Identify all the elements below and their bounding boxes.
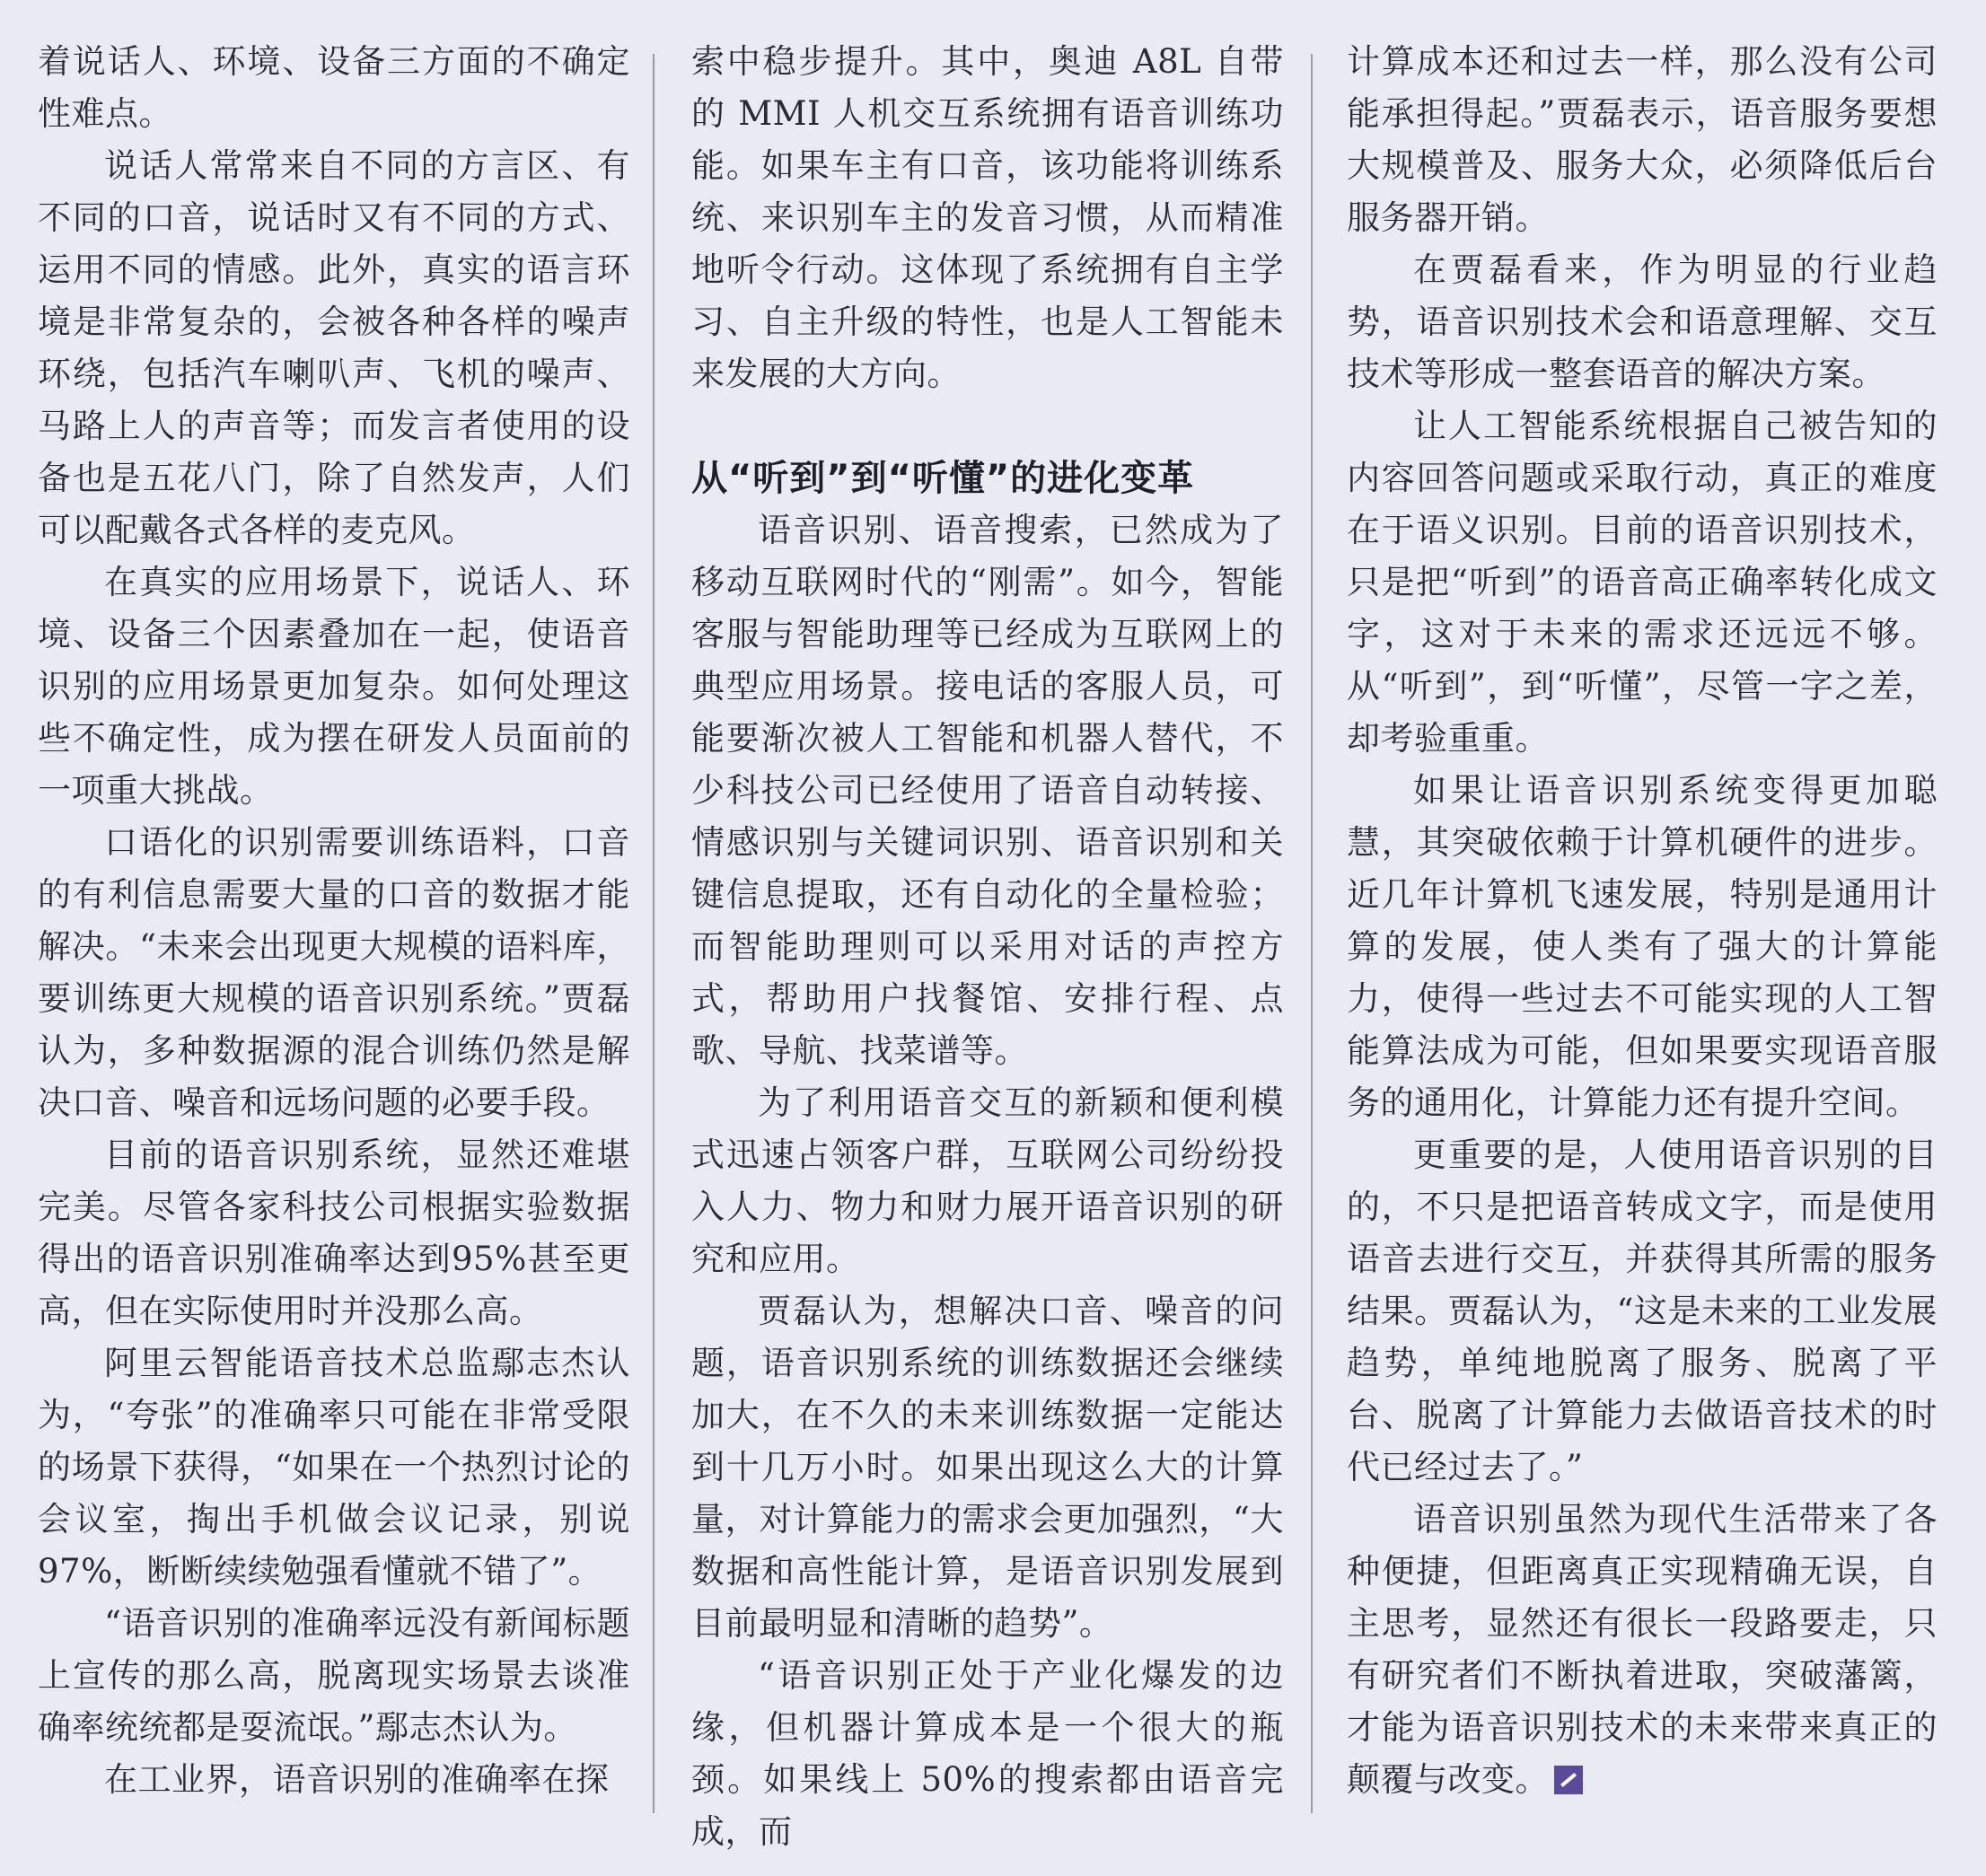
- paragraph: 索中稳步提升。其中，奥迪 A8L 自带的 MMI 人机交互系统拥有语音训练功能。如果车主有口音，该功能将训练系统、来识别车主的发音习惯，从而精准地听令行动。这体现了系统拥有自主学习、自主升级的特性，也是人工智能未来发展的大方向。: [691, 42, 1284, 393]
- paragraph: “语音识别正处于产业化爆发的边缘，但机器计算成本是一个很大的瓶颈。如果线上 50%的搜索都由语音完成，而: [691, 1656, 1284, 1851]
- article-end-icon: [1554, 1766, 1583, 1794]
- paragraph: 更重要的是，人使用语音识别的目的，不只是把语音转成文字，而是使用语音去进行交互，并获得其所需的服务结果。贾磊认为，“这是未来的工业发展趋势，单纯地脱离了服务、脱离了平台、脱离了计算能力去做语音技术的时代已经过去了。”: [1347, 1135, 1938, 1486]
- paragraph: 阿里云智能语音技术总监鄢志杰认为，“夸张”的准确率只可能在非常受限的场景下获得，“如果在一个热烈讨论的会议室，掏出手机做会议记录，别说97%，断断续续勉强看懂就不错了”。: [38, 1344, 630, 1591]
- paragraph: 贾磊认为，想解决口音、噪音的问题，语音识别系统的训练数据还会继续加大，在不久的未来训练数据一定能达到十几万小时。如果出现这么大的计算量，对计算能力的需求会更加强烈，“大数据和高性能计算，是语音识别发展到目前最明显和清晰的趋势”。: [691, 1292, 1284, 1643]
- paragraph: 语音识别、语音搜索，已然成为了移动互联网时代的“刚需”。如今，智能客服与智能助理等已经成为互联网上的典型应用场景。接电话的客服人员，可能要渐次被人工智能和机器人替代，不少科技公司已经使用了语音自动转接、情感识别与关键词识别、语音识别和关键信息提取，还有自动化的全量检验；而智能助理则可以采用对话的声控方式，帮助用户找餐馆、安排行程、点歌、导航、找菜谱等。: [691, 511, 1284, 1070]
- paragraph: 说话人常常来自不同的方言区、有不同的口音，说话时又有不同的方式、运用不同的情感。此外，真实的语言环境是非常复杂的，会被各种各样的噪声环绕，包括汽车喇叭声、飞机的噪声、马路上人的声音等；而发言者使用的设备也是五花八门，除了自然发声，人们可以配戴各式各样的麦克风。: [38, 146, 630, 549]
- paragraph: 如果让语音识别系统变得更加聪慧，其突破依赖于计算机硬件的进步。近几年计算机飞速发展，特别是通用计算的发展，使人类有了强大的计算能力，使得一些过去不可能实现的人工智能算法成为可能，但如果要实现语音服务的通用化，计算能力还有提升空间。: [1347, 771, 1938, 1122]
- column-2: [691, 36, 1284, 1858]
- paragraph: 计算成本还和过去一样，那么没有公司能承担得起。”贾磊表示，语音服务要想大规模普及、服务大众，必须降低后台服务器开销。: [1347, 42, 1938, 237]
- paragraph: [1347, 1494, 1938, 1806]
- paragraph: “语音识别的准确率远没有新闻标题上宣传的那么高，脱离现实场景去谈准确率统统都是耍流氓。”鄢志杰认为。: [38, 1604, 630, 1747]
- paragraph: 为了利用语音交互的新颖和便利模式迅速占领客户群，互联网公司纷纷投入人力、物力和财力展开语音识别的研究和应用。: [691, 1083, 1284, 1278]
- paragraph: 口语化的识别需要训练语料，口音的有利信息需要大量的口音的数据才能解决。“未来会出现更大规模的语料库，要训练更大规模的语音识别系统。”贾磊认为，多种数据源的混合训练仍然是解决口音、噪音和远场问题的必要手段。: [38, 823, 630, 1122]
- column-1: [38, 36, 630, 1806]
- column-3: [1347, 36, 1938, 1806]
- section-heading: 从“听到”到“听懂”的进化变革: [691, 458, 1195, 499]
- paragraph: 目前的语音识别系统，显然还难堪完美。尽管各家科技公司根据实验数据得出的语音识别准确率达到95%甚至更高，但在实际使用时并没那么高。: [38, 1135, 630, 1330]
- column-divider-1: [653, 54, 655, 1813]
- paragraph: 让人工智能系统根据自己被告知的内容回答问题或采取行动，真正的难度在于语义识别。目前的语音识别技术，只是把“听到”的语音高正确率转化成文字，这对于未来的需求还远远不够。从“听到”，到“听懂”，尽管一字之差，却考验重重。: [1347, 407, 1938, 758]
- paragraph-text: 语音识别虽然为现代生活带来了各种便捷，但距离真正实现精确无误，自主思考，显然还有很长一段路要走，只有研究者们不断执着进取，突破藩篱，才能为语音识别技术的未来带来真正的颠覆与改变。: [1347, 1500, 1938, 1799]
- column-divider-2: [1311, 54, 1313, 1813]
- paragraph: 在贾磊看来，作为明显的行业趋势，语音识别技术会和语意理解、交互技术等形成一整套语音的解决方案。: [1347, 250, 1938, 393]
- paragraph: 在真实的应用场景下，说话人、环境、设备三个因素叠加在一起，使语音识别的应用场景更加复杂。如何处理这些不确定性，成为摆在研发人员面前的一项重大挑战。: [38, 563, 630, 810]
- paragraph: 着说话人、环境、设备三方面的不确定性难点。: [38, 42, 630, 133]
- paragraph: 在工业界，语音识别的准确率在探: [104, 1760, 610, 1799]
